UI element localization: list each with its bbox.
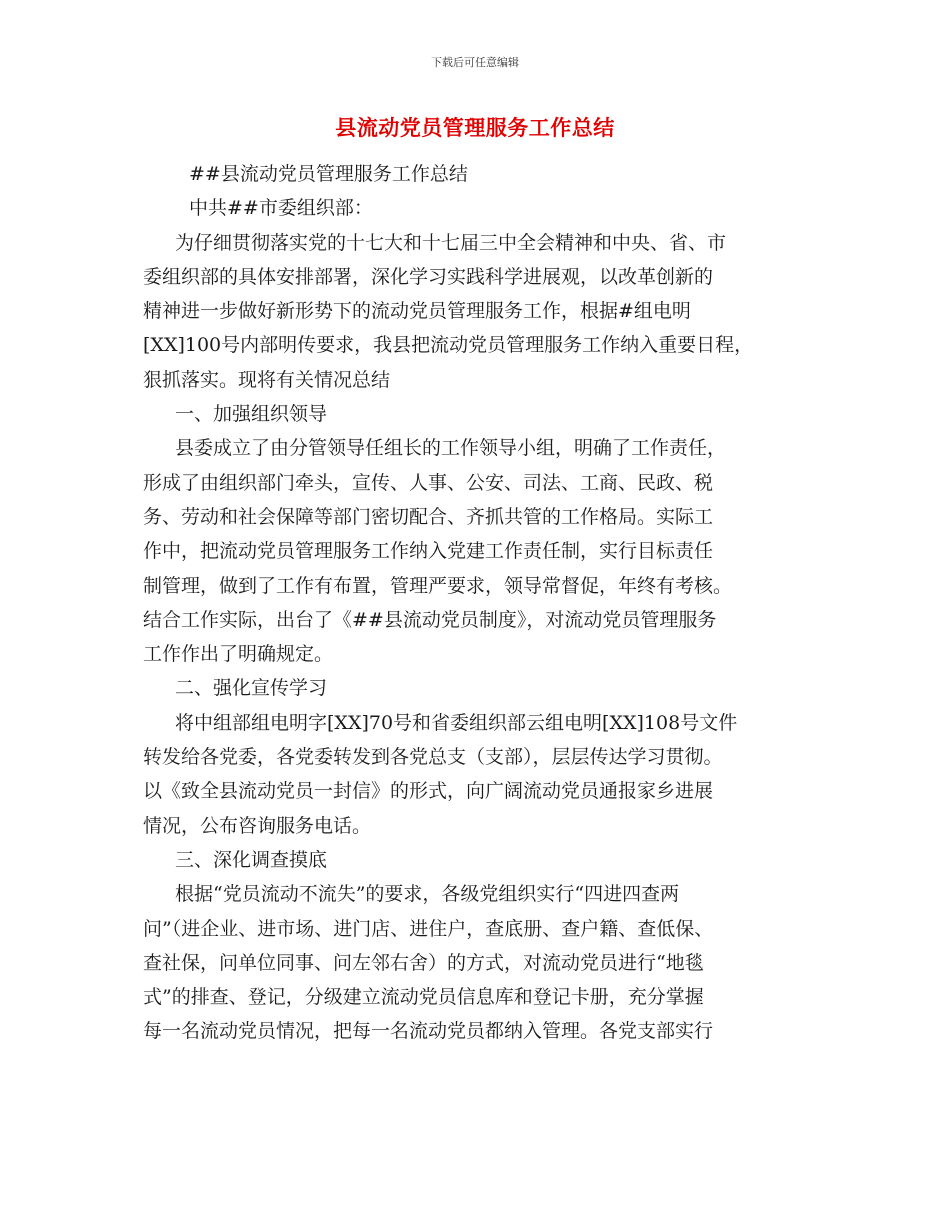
text-line: 形成了由组织部门牵头，宣传、人事、公安、司法、工商、民政、税	[143, 471, 714, 494]
text-line: 委组织部的具体安排部署，深化学习实践科学进展观，以改革创新的	[143, 265, 714, 288]
text-line: 为仔细贯彻落实党的十七大和十七届三中全会精神和中央、省、市	[175, 231, 727, 254]
text-line: 问”（进企业、进市场、进门店、进住户，查底册、查户籍、查低保、	[143, 917, 714, 940]
text-line: 狠抓落实。现将有关情况总结	[143, 368, 391, 391]
page-header-note: 下载后可任意编辑	[431, 56, 519, 69]
text-line: 式”的排查、登记，分级建立流动党员信息库和登记卡册，充分掌握	[143, 986, 704, 1009]
text-line: 县委成立了由分管领导任组长的工作领导小组，明确了工作责任，	[175, 437, 727, 460]
text-line: 情况，公布咨询服务电话。	[143, 814, 372, 837]
text-line: ##县流动党员管理服务工作总结	[189, 163, 468, 185]
text-line: 查社保，问单位同事、问左邻右舍）的方式，对流动党员进行“地毯	[143, 951, 704, 974]
text-line: 每一名流动党员情况，把每一名流动党员都纳入管理。各党支部实行	[143, 1020, 714, 1043]
text-line: [XX]100号内部明传要求，我县把流动党员管理服务工作纳入重要日程，	[143, 334, 754, 357]
text-line: 转发给各党委，各党委转发到各党总支（支部），层层传达学习贯彻。	[143, 746, 723, 769]
text-line: 结合工作实际，出台了《##县流动党员制度》，对流动党员管理服务	[143, 608, 717, 631]
text-line: 务、劳动和社会保障等部门密切配合、齐抓共管的工作格局。实际工	[143, 505, 714, 528]
document-body	[143, 157, 823, 1049]
text-line: 制管理，做到了工作有布置，管理严要求，领导常督促，年终有考核。	[143, 574, 733, 597]
text-line: 精神进一步做好新形势下的流动党员管理服务工作，根据#组电明	[143, 300, 691, 323]
text-line: 中共##市委组织部：	[189, 197, 373, 220]
text-line: 二、强化宣传学习	[175, 677, 328, 700]
text-line: 作中，把流动党员管理服务工作纳入党建工作责任制，实行目标责任	[143, 540, 714, 563]
text-line: 根据“党员流动不流失”的要求，各级党组织实行“四进四查两	[175, 883, 680, 906]
text-line: 三、深化调查摸底	[175, 848, 328, 871]
text-line: 以《致全县流动党员一封信》的形式，向广阔流动党员通报家乡进展	[143, 780, 714, 803]
text-line: 工作作出了明确规定。	[143, 643, 334, 666]
text-line: 一、加强组织领导	[175, 403, 328, 426]
text-line: 将中组部组电明字[XX]70号和省委组织部云组电明[XX]108号文件	[175, 711, 738, 734]
document-title: 县流动党员管理服务工作总结	[335, 116, 615, 140]
